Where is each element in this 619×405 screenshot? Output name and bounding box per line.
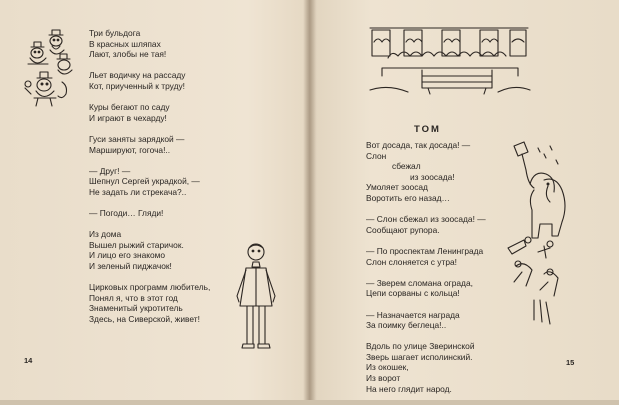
old-man-drawing (232, 240, 280, 356)
bulldogs-drawing (22, 28, 80, 110)
stanza: Вдоль по улице Зверинской Зверь шагает исполинский. Из окошек, Из ворот На него глядит народ. (366, 341, 475, 394)
stanza: Три бульдога В красных шляпах Лают, злобы не тая! (89, 28, 167, 60)
stanza: Вот досада, так досада! — Слон сбежал из зоосада! Умоляет зоосад Воротить его назад… (366, 140, 471, 203)
page-number: 15 (566, 358, 575, 367)
left-poem-text (89, 28, 210, 335)
stanza: Из дома Вышел рыжий старичок. И лицо его знакомо И зеленый пиджачок! (89, 229, 184, 272)
balcony-crowd-drawing (368, 24, 532, 96)
stanza: Гуси заняты зарядкой — Маршируют, гогоча!.. (89, 133, 185, 155)
poem-title: ТОМ (414, 124, 441, 135)
stanza: Цирковых программ любитель, Понял я, что в этот год Знаменитый укротитель Здесь, на Сиверской, живет! (89, 282, 211, 325)
stanza: Льет водичку на рассаду Кот, приученный к труду! (89, 70, 186, 91)
stanza: — Погоди… Гляди! (89, 208, 164, 219)
page-number: 14 (24, 356, 33, 365)
right-poem-text (366, 140, 486, 405)
stanza: Куры бегают по саду И играют в чехарду! (89, 102, 170, 123)
elephant-drawing (504, 140, 576, 330)
right-page (310, 0, 619, 400)
stanza: — Друг! — Шепнул Сергей украдкой, — Не задать ли стрекача?.. (89, 165, 200, 197)
stanza: — Назначается награда За поимку беглеца!.. (366, 309, 460, 331)
stanza: — Зверем сломана ограда, Цепи сорваны с кольца! (366, 277, 473, 299)
stanza: — Слон сбежал из зоосада! — Сообщают рупора. (366, 214, 486, 235)
stanza: — По проспектам Ленинграда Слон слоняется с утра! (366, 245, 484, 267)
left-page (0, 0, 309, 400)
